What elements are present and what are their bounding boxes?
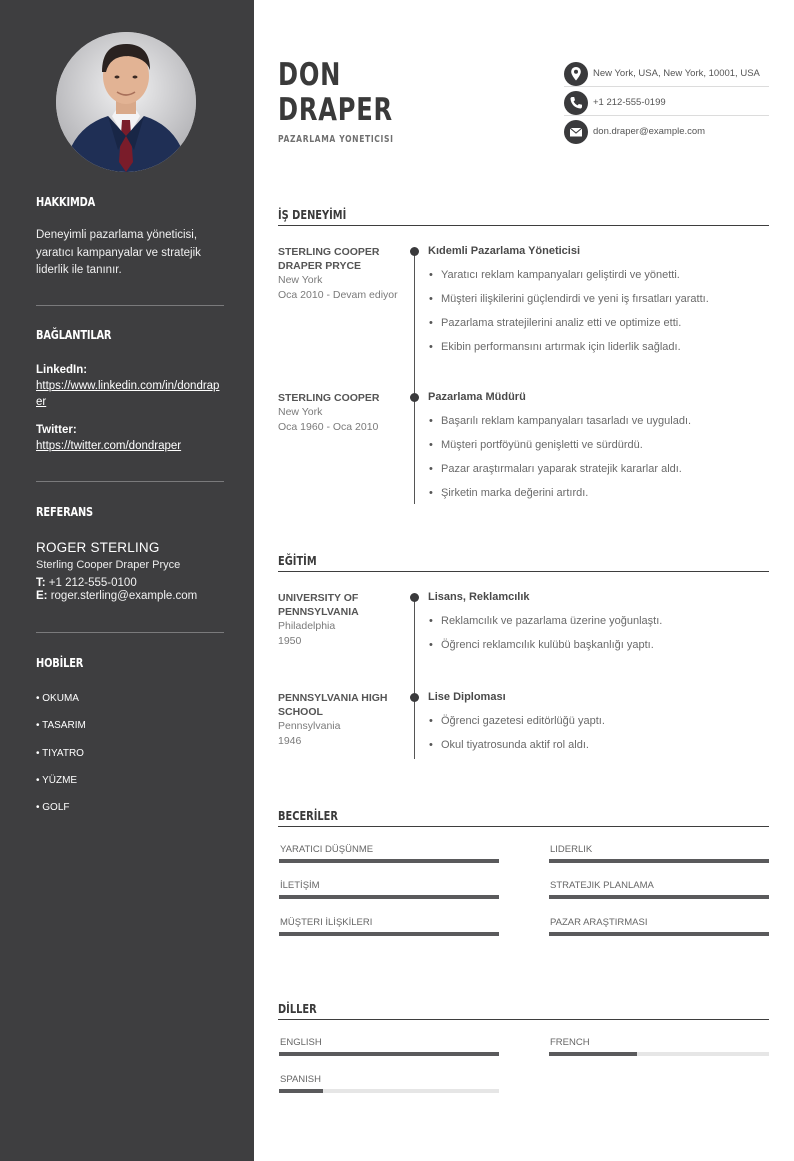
skill-name: PAZAR ARAŞTIRMASI [550, 917, 648, 928]
sidebar-divider [36, 305, 224, 306]
job-title: PAZARLAMA YÖNETICISI [278, 134, 394, 145]
skill-bar [279, 917, 499, 936]
twitter-link-group [36, 424, 224, 454]
last-name: DRAPER [278, 92, 393, 128]
education-entry-meta [278, 691, 398, 748]
graduation-year: 1950 [278, 634, 302, 647]
first-name: DON [278, 57, 342, 93]
hobbies-section [36, 656, 224, 829]
linkedin-label: LinkedIn: [36, 364, 88, 376]
links-heading: BAĞLANTILAR [36, 328, 112, 342]
responsibility-item: • Pazarlama stratejilerini analiz etti ve optimize etti. [428, 316, 769, 340]
employer-name: STERLING COOPER DRAPER PRYCE [278, 246, 380, 272]
skill-fill [549, 859, 769, 863]
hobby-item: • TIYATRO [36, 747, 84, 759]
about-section [36, 195, 224, 280]
skill-name: YARATICI DÜŞÜNME [280, 844, 374, 855]
achievement-item: • Öğrenci gazetesi editörlüğü yaptı. [428, 714, 769, 738]
timeline-dot [410, 593, 419, 602]
employer-location: New York [278, 406, 323, 418]
sidebar-divider [36, 481, 224, 482]
school-name: PENNSYLVANIA HIGH SCHOOL [278, 692, 388, 718]
reference-phone-value: +1 212-555-0100 [48, 577, 137, 589]
experience-entry-meta [278, 391, 398, 434]
responsibility-item: • Yaratıcı reklam kampanyaları geliştirdi ve yönetti. [428, 268, 769, 292]
timeline-dot [410, 247, 419, 256]
school-name: UNIVERSITY OF PENNSYLVANIA [278, 592, 359, 618]
education-entry-detail [428, 691, 769, 762]
language-bar [279, 1074, 499, 1093]
reference-company: Sterling Cooper Draper Pryce [36, 559, 181, 571]
links-section [36, 328, 224, 454]
skill-bar [549, 917, 769, 936]
skill-name: MÜŞTERI İLİŞKİLERI [280, 917, 373, 928]
reference-email-label: E: [36, 590, 48, 602]
skill-track [549, 932, 769, 936]
achievements-list [428, 714, 769, 762]
skill-name: LIDERLIK [550, 844, 593, 855]
languages-heading-text: DİLLER [278, 1002, 317, 1016]
language-name: ENGLISH [280, 1037, 322, 1048]
experience-heading [278, 206, 769, 226]
reference-email [36, 590, 224, 602]
employment-dates: Oca 1960 - Oca 2010 [278, 420, 379, 433]
school-location: Philadelphia [278, 620, 336, 632]
about-text: Deneyimli pazarlama yöneticisi, yaratıcı kampanyalar ve stratejik liderlik ile tanınır. [36, 229, 201, 276]
hobby-item: • GOLF [36, 802, 70, 814]
employer-name: STERLING COOPER [278, 392, 380, 404]
skill-track [279, 932, 499, 936]
responsibility-item: • Ekibin performansını artırmak için liderlik sağladı. [428, 340, 769, 364]
sidebar [0, 0, 254, 1161]
skill-track [549, 859, 769, 863]
skill-fill [279, 895, 499, 899]
skill-bar [279, 880, 499, 899]
linkedin-link-group [36, 364, 224, 410]
address-text: New York, USA, New York, 10001, USA [593, 68, 760, 79]
language-fill [279, 1089, 323, 1093]
candidate-name [278, 58, 393, 128]
experience-entry-detail [428, 391, 769, 510]
education-heading [278, 552, 769, 572]
twitter-link[interactable]: https://twitter.com/dondraper [36, 440, 182, 452]
experience-heading-text: İŞ DENEYİMİ [278, 208, 347, 222]
experience-entry-detail [428, 245, 769, 364]
hobby-item: • OKUMA [36, 693, 79, 704]
reference-phone-label: T: [36, 577, 46, 589]
skill-bar [279, 844, 499, 863]
achievements-list [428, 614, 769, 662]
hobbies-heading: HOBİLER [36, 656, 84, 670]
skill-name: STRATEJIK PLANLAMA [550, 880, 654, 891]
employer-location: New York [278, 274, 323, 286]
skills-heading-text: BECERİLER [278, 809, 338, 823]
location-pin-icon [564, 62, 588, 86]
reference-section [36, 505, 224, 602]
linkedin-link[interactable]: https://www.linkedin.com/in/dondraper [36, 380, 220, 408]
school-location: Pennsylvania [278, 720, 341, 732]
reference-heading: REFERANS [36, 505, 93, 519]
phone-text: +1 212-555-0199 [593, 97, 666, 108]
responsibility-item: • Pazar araştırmaları yaparak stratejik kararlar aldı. [428, 462, 769, 486]
skill-track [279, 895, 499, 899]
language-bar [279, 1037, 499, 1056]
languages-heading [278, 1000, 769, 1020]
reference-name: ROGER STERLING [36, 540, 160, 555]
job-role: Pazarlama Müdürü [428, 391, 526, 403]
email-text[interactable]: don.draper@example.com [593, 126, 706, 137]
contact-phone [564, 91, 769, 116]
achievement-item: • Öğrenci reklamcılık kulübü başkanlığı yaptı. [428, 638, 769, 662]
language-fill [279, 1052, 499, 1056]
responsibility-item: • Müşteri portföyünü genişletti ve sürdürdü. [428, 438, 769, 462]
phone-icon [564, 91, 588, 115]
education-entry-detail [428, 591, 769, 662]
twitter-label: Twitter: [36, 424, 77, 436]
skills-heading [278, 807, 769, 827]
education-heading-text: EĞİTİM [278, 554, 317, 568]
achievement-item: • Okul tiyatrosunda aktif rol aldı. [428, 738, 769, 762]
skill-track [279, 859, 499, 863]
avatar [56, 32, 196, 172]
hobby-item: • TASARIM [36, 720, 86, 732]
responsibility-item: • Müşteri ilişkilerini güçlendirdi ve yeni iş fırsatları yarattı. [428, 292, 769, 316]
education-entry-meta [278, 591, 398, 648]
graduation-year: 1946 [278, 734, 302, 747]
responsibilities-list [428, 414, 769, 510]
skill-bar [549, 844, 769, 863]
language-track [279, 1052, 499, 1056]
sidebar-divider [36, 632, 224, 633]
reference-email-value: roger.sterling@example.com [50, 590, 198, 602]
skill-fill [279, 859, 499, 863]
language-fill [549, 1052, 637, 1056]
skill-fill [279, 932, 499, 936]
achievement-item: • Reklamcılık ve pazarlama üzerine yoğunlaştı. [428, 614, 769, 638]
about-heading: HAKKIMDA [36, 195, 96, 209]
skill-bar [549, 880, 769, 899]
language-bar [549, 1037, 769, 1056]
language-track [279, 1089, 499, 1093]
skill-name: İLETİŞİM [280, 880, 320, 891]
responsibilities-list [428, 268, 769, 364]
language-name: FRENCH [550, 1037, 590, 1048]
experience-timeline [414, 249, 415, 504]
responsibility-item: • Başarılı reklam kampanyaları tasarladı ve uyguladı. [428, 414, 769, 438]
contact-email[interactable] [564, 120, 769, 145]
language-track [549, 1052, 769, 1056]
timeline-dot [410, 393, 419, 402]
language-name: SPANISH [280, 1074, 322, 1085]
reference-phone [36, 577, 224, 589]
envelope-icon [564, 120, 588, 144]
timeline-dot [410, 693, 419, 702]
job-role: Kıdemli Pazarlama Yöneticisi [428, 245, 581, 257]
employment-dates: Oca 2010 - Devam ediyor [278, 288, 398, 301]
degree: Lisans, Reklamcılık [428, 591, 530, 603]
hobbies-list [36, 693, 224, 829]
degree: Lise Diploması [428, 691, 506, 703]
contact-address [564, 62, 769, 87]
skill-fill [549, 932, 769, 936]
experience-entry-meta [278, 245, 398, 302]
hobby-item: • YÜZME [36, 774, 78, 786]
responsibility-item: • Şirketin marka değerini artırdı. [428, 486, 769, 510]
education-timeline [414, 595, 415, 759]
skill-track [549, 895, 769, 899]
skill-fill [549, 895, 769, 899]
